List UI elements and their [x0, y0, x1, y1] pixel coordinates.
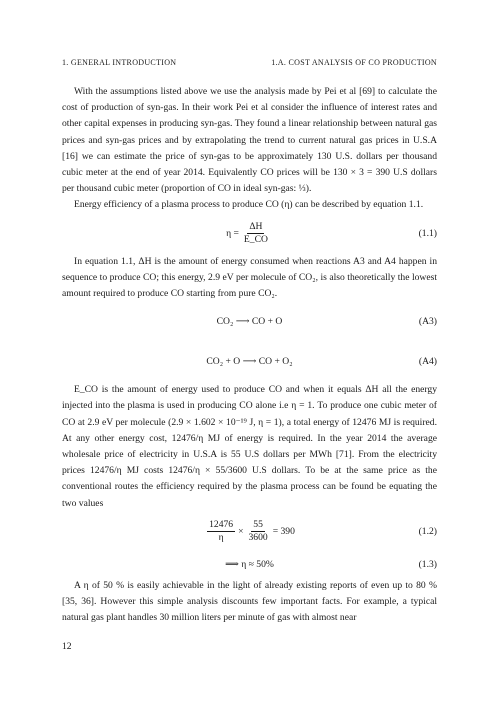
equation-1-3	[62, 552, 437, 578]
equation-1-1	[62, 214, 437, 254]
running-header	[62, 58, 437, 67]
eq2-fraction-2	[247, 519, 270, 544]
eq1-denominator: E_CO	[243, 234, 268, 246]
eq2-den2: 3600	[248, 532, 268, 544]
header-section: 1.A. COST ANALYSIS OF CO PRODUCTION	[271, 58, 437, 67]
eqA4-text: CO₂ + O ⟶ CO + O₂	[206, 356, 293, 368]
eqA3-number: (A3)	[418, 316, 437, 328]
eq2-num1: 12476	[209, 519, 234, 531]
eq2-den1: η	[218, 532, 224, 544]
eq2-times: ×	[238, 525, 244, 537]
paragraph-4: E_CO is the amount of energy used to produce CO and when it equals ΔH all the energy injected into the plasma is used in producing CO alone i.e η = 1. To produce one cubic meter of CO at 2.9 eV per molecule (2.9 × 1.602 × 10⁻¹⁹ J, η = 1), a total energy of 12476 MJ is required. At any other energy cost, 12476/η MJ of energy is required. In the year 2014 the average wholesale price of electricity in U.S.A is 55 U.S dollars per MWh [71]. From the electricity prices 12476/η MJ costs 12476/η × 55/3600 U.S dollars. To be at the same price as the conventional routes the efficiency required by the plasma process can be found be equating the two values	[62, 384, 437, 509]
paragraph-2: Energy efficiency of a plasma process to produce CO (η) can be described by equation 1.1.	[74, 199, 424, 211]
equation-1-2	[62, 512, 437, 552]
eqA4-number: (A4)	[418, 356, 437, 368]
eq3-number: (1.3)	[418, 558, 437, 570]
page-number: 12	[62, 641, 72, 652]
eq1-number: (1.1)	[418, 227, 437, 239]
paragraph-3: In equation 1.1, ΔH is the amount of energy consumed when reactions A3 and A4 happen in sequence to produce CO; this energy, 2.9 eV per molecule of CO₂, is also theoretically the lowest amount required to produce CO starting from pure CO₂.	[62, 255, 437, 300]
eq2-num2: 55	[253, 519, 263, 531]
body-text	[62, 84, 437, 626]
eq1-fraction	[242, 221, 270, 246]
paragraph-5: A η of 50 % is easily achievable in the light of already existing reports of even up to 80 % [35, 36]. However this simple analysis discounts few important facts. For example, a typical natural gas plant handles 30 million liters per minute of gas with almost near	[62, 579, 437, 624]
eqA3-text: CO₂ ⟶ CO + O	[216, 316, 283, 328]
eq3-text: ⟹ η ≈ 50%	[225, 558, 274, 570]
equation-a4	[62, 342, 437, 382]
eq2-rhs: = 390	[272, 525, 295, 537]
eq2-number: (1.2)	[418, 525, 437, 537]
equation-a3	[62, 302, 437, 342]
eq1-numerator: ΔH	[249, 221, 263, 233]
eq2-fraction-1	[207, 519, 235, 544]
eq1-lhs: η =	[226, 227, 239, 239]
header-chapter: 1. GENERAL INTRODUCTION	[62, 58, 177, 67]
paragraph-1: With the assumptions listed above we use the analysis made by Pei et al [69] to calculate the cost of production of syn-gas. In their work Pei et al consider the influence of interest rates and other capital expenses in producing syn-gas. They found a linear relationship between natural gas prices and syn-gas prices and by extrapolating the trend to current natural gas prices in U.S.A [16] we can estimate the price of syn-gas to be approximately 130 U.S. dollars per thousand cubic meter at the end of year 2014. Equivalently CO prices will be 130 × 3 = 390 U.S dollars per thousand cubic meter (proportion of CO in ideal syn-gas: ⅓).	[62, 86, 437, 195]
